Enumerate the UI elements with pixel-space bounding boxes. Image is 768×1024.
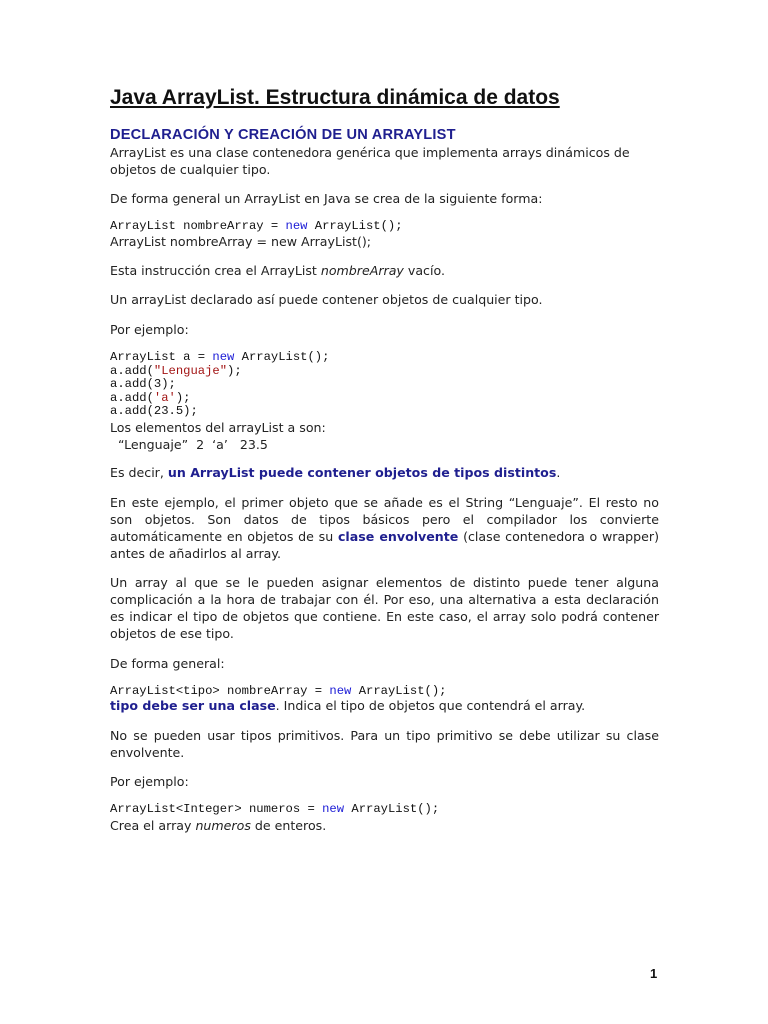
section-heading: DECLARACIÓN Y CREACIÓN DE UN ARRAYLIST	[110, 127, 456, 143]
code-integer-declaration: ArrayList<Integer> numeros = new ArrayList();	[110, 802, 440, 816]
page-number: 1	[650, 966, 658, 981]
primitives-paragraph: No se pueden usar tipos primitivos. Para un tipo primitivo se debe utilizar su clase envolvente.	[110, 728, 659, 760]
highlight-text: un ArrayList puede contener objetos de tipos distintos	[167, 465, 557, 480]
example-label: Por ejemplo:	[110, 322, 189, 337]
variable-name: numeros	[195, 818, 251, 833]
code-declaration: ArrayList nombreArray = new ArrayList();	[110, 219, 403, 233]
elements-values: “Lenguaje” 2 ‘a’ 23.5	[118, 437, 268, 452]
example-code-block	[110, 351, 329, 419]
highlight-text: clase envolvente	[337, 529, 459, 544]
instruction-paragraph: Esta instrucción crea el ArrayList nombreArray vacío.	[110, 263, 445, 278]
highlight-text: tipo debe ser una clase	[110, 698, 276, 713]
general-form-paragraph: De forma general un ArrayList en Java se crea de la siguiente forma:	[110, 191, 543, 206]
tipo-paragraph: tipo debe ser una clase. Indica el tipo de objetos que contendrá el array.	[110, 698, 586, 713]
keyword-new: new	[285, 219, 308, 233]
page-title: Java ArrayList. Estructura dinámica de datos	[110, 86, 560, 109]
any-type-paragraph: Un arrayList declarado así puede contener objetos de cualquier tipo.	[110, 292, 543, 307]
example-label-2: Por ejemplo:	[110, 774, 189, 789]
es-decir-paragraph: Es decir, un ArrayList puede contener objetos de tipos distintos.	[110, 465, 561, 480]
code-line: a.add(3);	[110, 377, 176, 391]
array-paragraph: Un array al que se le pueden asignar elementos de distinto puede tener alguna complicación a la hora de trabajar con él. Por eso, una alternativa a esta declaración es indicar el tipo de objetos que contiene. En este caso, el array solo podrá contener objetos de ese tipo.	[110, 575, 659, 641]
general-label: De forma general:	[110, 656, 225, 671]
example-explanation-paragraph: En este ejemplo, el primer objeto que se añade es el String “Lenguaje”. El resto no son objetos. Son datos de tipos básicos pero el compilador los convierte automáticamente en objetos de su clase envolvente (clase contenedora o wrapper) antes de añadirlos al array.	[110, 495, 659, 561]
code-line: a.add("Lenguaje");	[110, 363, 242, 378]
elements-label: Los elementos del arrayList a son:	[110, 420, 326, 435]
code-line: a.add(23.5);	[110, 404, 198, 418]
code-generic-declaration: ArrayList<tipo> nombreArray = new ArrayList();	[110, 684, 447, 698]
code-line: a.add('a');	[110, 390, 191, 405]
intro-paragraph: ArrayList es una clase contenedora genérica que implementa arrays dinámicos de objetos de cualquier tipo.	[110, 145, 630, 177]
code-line: ArrayList a = new ArrayList();	[110, 350, 330, 364]
crea-paragraph: Crea el array numeros de enteros.	[110, 818, 327, 833]
variable-name: nombreArray	[320, 263, 404, 278]
code-declaration-plain: ArrayList nombreArray = new ArrayList();	[110, 234, 372, 249]
